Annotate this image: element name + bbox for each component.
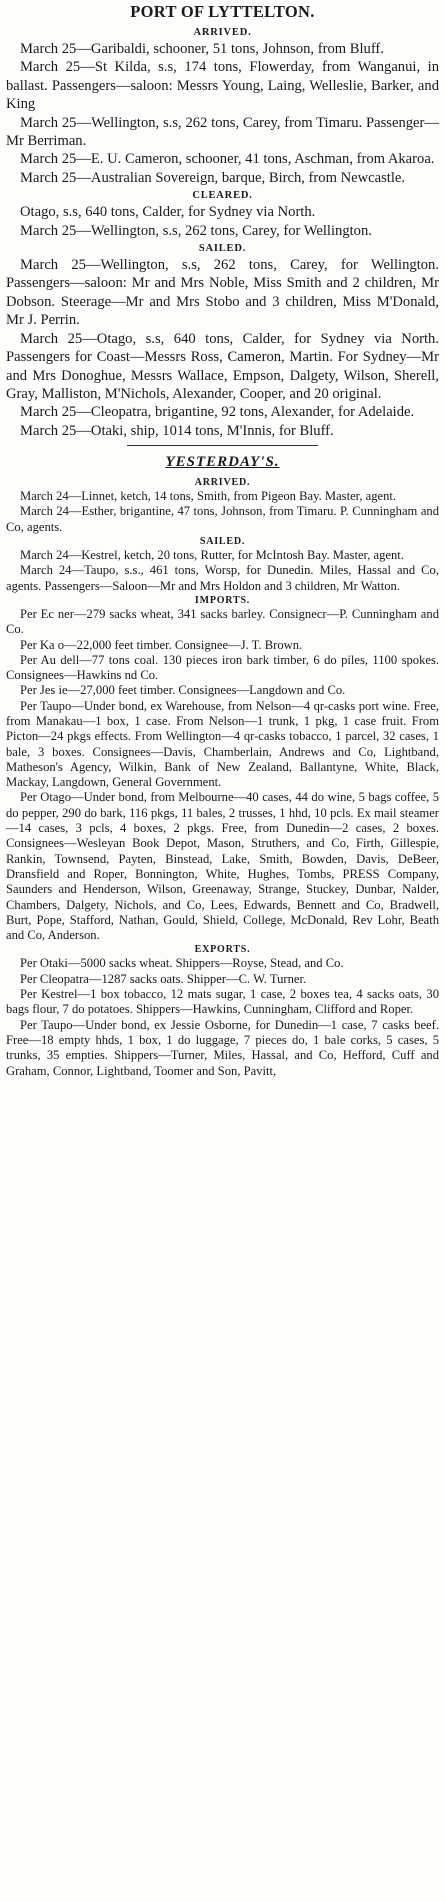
import-entry: Per Jes ie—27,000 feet timber. Consignees—Langdown and Co. <box>20 683 346 698</box>
y-sailed-heading: SAILED. <box>199 536 246 548</box>
cleared-entry: March 25—Wellington, s.s, 262 tons, Carey, for Wellington. <box>20 222 372 239</box>
sailed-entry: March 25—Otaki, ship, 1014 tons, M'Innis, for Bluff. <box>20 422 334 439</box>
y-arrival-entry: March 24—Esther, brigantine, 47 tons, Johnson, from Timaru. P. Cunningham and Co, agents. <box>6 504 439 534</box>
sailed-heading: SAILED. <box>198 243 247 255</box>
y-arrival-entry: March 24—Linnet, ketch, 14 tons, Smith, from Pigeon Bay. Master, agent. <box>20 489 397 504</box>
export-entry: Per Otaki—5000 sacks wheat. Shippers—Royse, Stead, and Co. <box>20 956 344 971</box>
sailed-entry: March 25—Cleopatra, brigantine, 92 tons, Alexander, for Adelaide. <box>20 404 415 421</box>
import-entry: Per Ka o—22,000 feet timber. Consignee—J. T. Brown. <box>20 637 303 652</box>
import-entry: Per Otago—Under bond, from Melbourne—40 cases, 44 do wine, 5 bags coffee, 5 do pepper, 290 do bark, 116 pkgs, 11 bales, 2 trusses, 1 hhd, 10 pcls. Ex mail steamer—14 cases, 3 pcls, 4 boxes, 2 pkgs. Free, from Dunedin—2 cases, 2 boxes. Consignees—Wesleyan Book Depot, Mason, Struthers, and Co, Firth, Gillespie, Rankin, Townsend, Payten, Binstead, Lake, Smith, Bowden, Davis, DeBeer, Dransfield and Roper, Bonnington, White, Hughes, Tombs, PRESS Company, Saunders and Henderson, Wilson, Greenaway, Strange, Stuckey, Dunbar, Nalder, Chambers, Dalgety, Nichols, and Co, Lees, Edwards, Bennett and Co, Bradwell, Burt, Pope, Stafford, Nathan, Gould, Shield, College, McDonald, Rev Lohr, Beath and Co, Anderson. <box>6 790 439 943</box>
masthead: PORT OF LYTTELTON. <box>130 2 315 21</box>
arrival-entry: March 25—Australian Sovereign, barque, Birch, from Newcastle. <box>20 169 405 186</box>
yesterdays-banner <box>6 454 439 471</box>
cleared-heading: CLEARED. <box>192 190 253 202</box>
import-entry: Per Au dell—77 tons coal. 130 pieces iron bark timber, 6 do piles, 1100 spokes. Consignees—Hawkins nd Co. <box>6 652 439 683</box>
import-entry: Per Taupo—Under bond, ex Warehouse, from Nelson—4 qr-casks port wine. Free, from Manakau—1 box, 1 case. From Nelson—1 trunk, 1 pkg, 1 case fruit. From Picton—24 pkgs effects. From Wellington—4 qr-casks tobacco, 1 parcel, 32 cases, 1 bale, 3 boxes. Consignees—Davis, Chamberlain, Andrews and Co, Lightband, Matheson's Agency, Wilkin, Bank of New Zealand, Ballantyne, White, Black, Mackay, Langdown, General Government. <box>6 698 439 790</box>
export-entry: Per Taupo—Under bond, ex Jessie Osborne, for Dunedin—1 case, 7 casks beef. Free—18 empty hhds, 1 box, 1 do luggage, 7 pieces do, 1 bale corks, 5 cases, 5 trunks, 35 empties. Shippers—Turner, Miles, Hassal, and Co, Hefford, Cuff and Graham, Connor, Lightband, Toomer and Son, Pavitt, <box>6 1017 439 1078</box>
arrival-entry: March 25—Wellington, s.s, 262 tons, Carey, from Timaru. Passenger—Mr Berriman. <box>6 114 439 150</box>
y-arrived-heading: ARRIVED. <box>194 477 251 489</box>
yesterdays-banner-text: YESTERDAY'S. <box>165 454 280 471</box>
arrival-entry: March 25—Garibaldi, schooner, 51 tons, Johnson, from Bluff. <box>20 41 384 57</box>
arrival-entry: March 25—E. U. Cameron, schooner, 41 tons, Aschman, from Akaroa. <box>20 151 435 168</box>
arrival-entry: March 25—St Kilda, s.s, 174 tons, Flowerday, from Wanganui, in ballast. Passengers—saloon: Messrs Young, Laing, Welleslie, Barker, and King <box>6 59 439 113</box>
export-entry: Per Cleopatra—1287 sacks oats. Shipper—C. W. Turner. <box>20 971 307 986</box>
sailed-entry: March 25—Otago, s.s, 640 tons, Calder, for Sydney via North. Passengers for Coast—Messrs Ross, Cameron, Martin. For Sydney—Mr and Mrs Donoghue, Messrs Wallace, Empson, Dalgety, Wilson, Sherell, Gray, Malliston, M'Nichols, Alexander, Cooper, and 20 original. <box>6 330 439 402</box>
y-sailed-entry: March 24—Taupo, s.s., 461 tons, Worsp, for Dunedin. Miles, Hassal and Co, agents. Passengers—Saloon—Mr and Mrs Holdon and 3 children, Mr Watton. <box>6 563 439 593</box>
export-entry: Per Kestrel—1 box tobacco, 12 mats sugar, 1 case, 2 boxes tea, 4 sacks oats, 30 bags flour, 7 do potatoes. Shippers—Hawkins, Cunningham, Clifford and Roper. <box>6 987 439 1017</box>
imports-heading: IMPORTS. <box>194 594 251 606</box>
sailed-entry: March 25—Wellington, s.s, 262 tons, Carey, for Wellington. Passengers—saloon: Mr and Mrs Noble, Miss Smith and 2 children, Mr Dobson. Steerage—Mr and Mrs Stobo and 3 children, Miss M'Donald, Mr J. Perrin. <box>6 257 439 329</box>
import-entry: Per Ec ner—279 sacks wheat, 341 sacks barley. Consignecr—P. Cunningham and Co. <box>6 606 439 637</box>
y-sailed-entry: March 24—Kestrel, ketch, 20 tons, Rutter, for McIntosh Bay. Master, agent. <box>20 548 404 563</box>
exports-heading: EXPORTS. <box>194 944 251 956</box>
cleared-entry: Otago, s.s, 640 tons, Calder, for Sydney via North. <box>20 204 316 221</box>
section-divider <box>127 445 318 446</box>
arrived-heading: ARRIVED. <box>193 27 252 38</box>
